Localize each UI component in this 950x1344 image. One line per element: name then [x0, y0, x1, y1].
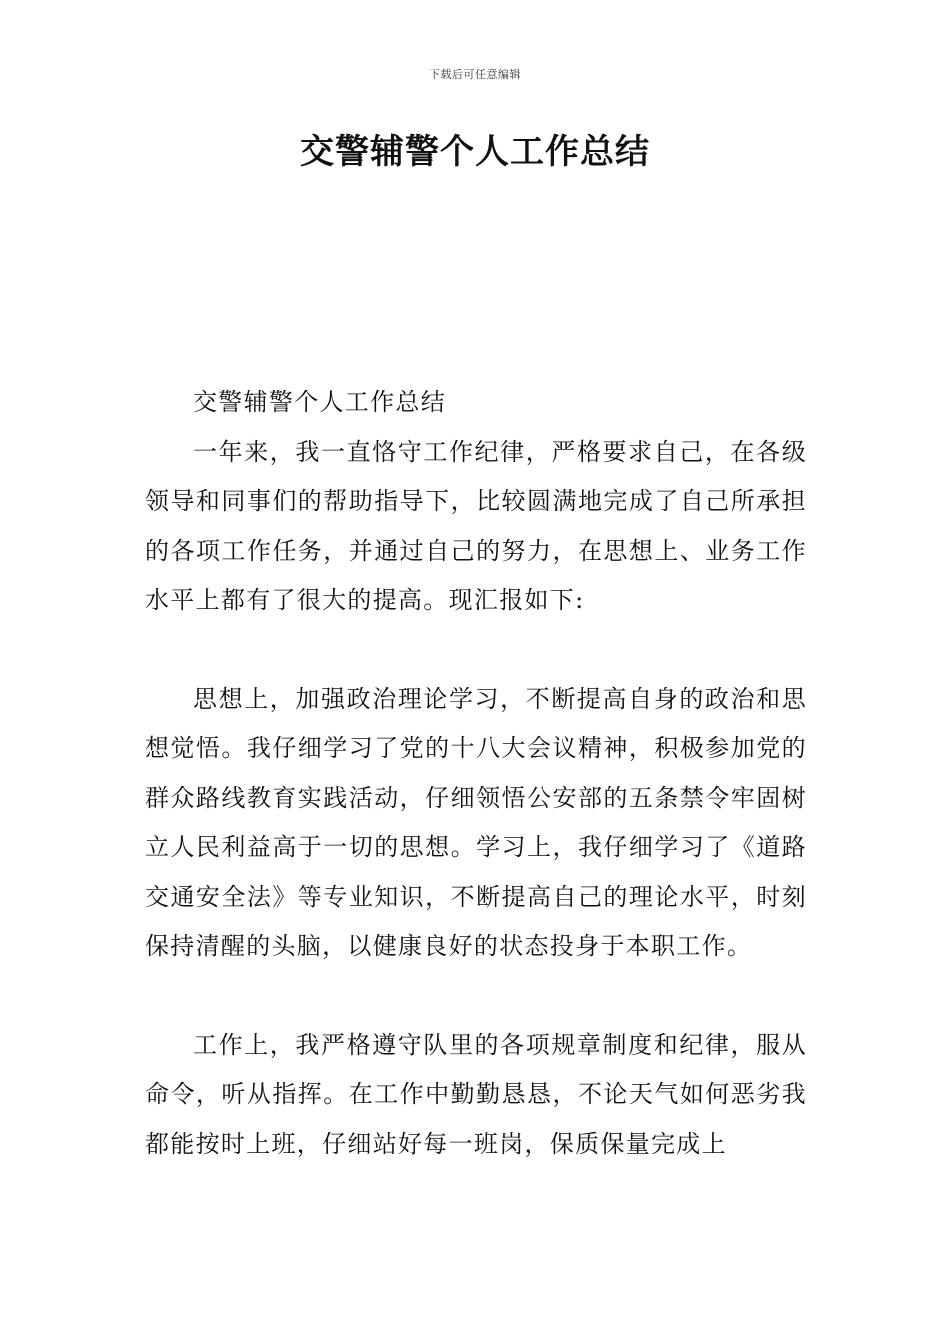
body-subtitle: 交警辅警个人工作总结 — [193, 388, 446, 416]
body-paragraph-thought: 思想上，加强政治理论学习，不断提高自身的政治和思想觉悟。我仔细学习了党的十八大会议精神，积极参加党的群众路线教育实践活动，仔细领悟公安部的五条禁令牢固树立人民利益高于一切的思想。学习上，我仔细学习了《道路交通安全法》等专业知识，不断提高自己的理论水平，时刻保持清醒的头脑，以健康良好的状态投身于本职工作。 — [145, 684, 807, 960]
body-paragraph-work: 工作上，我严格遵守队里的各项规章制度和纪律，服从命令，听从指挥。在工作中勤勤恳恳，不论天气如何恶劣我都能按时上班，仔细站好每一班岗，保质保量完成上 — [145, 1030, 807, 1158]
body-paragraph-intro: 一年来，我一直恪守工作纪律，严格要求自己，在各级领导和同事们的帮助指导下，比较圆满地完成了自己所承担的各项工作任务，并通过自己的努力，在思想上、业务工作水平上都有了很大的提高。现汇报如下: — [145, 437, 807, 614]
header-note: 下载后可任意编辑 — [429, 68, 521, 81]
document-body — [145, 378, 807, 1169]
document-title: 交警辅警个人工作总结 — [300, 132, 650, 172]
